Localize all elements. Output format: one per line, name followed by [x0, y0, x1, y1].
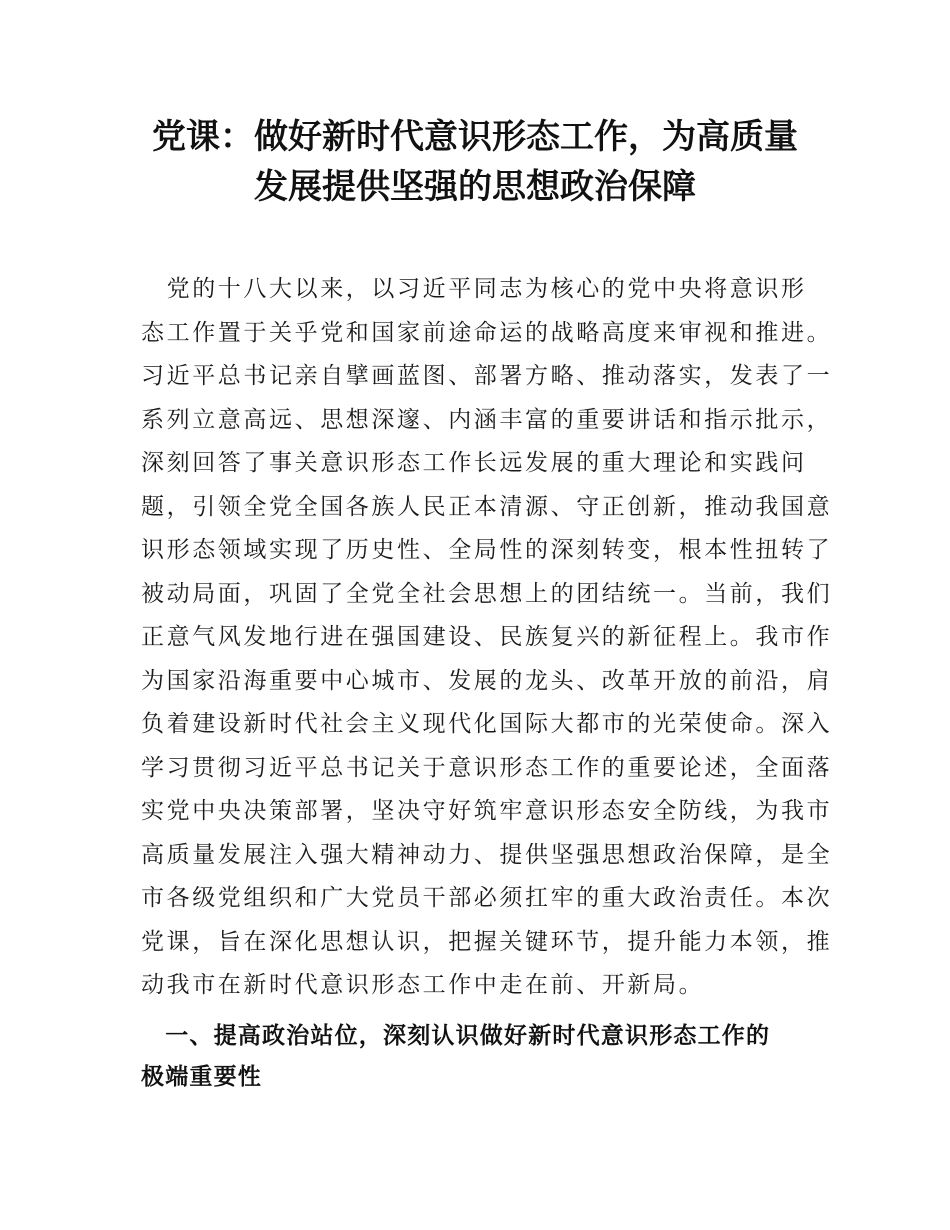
paragraph-line: 为国家沿海重要中心城市、发展的龙头、改革开放的前沿，肩: [141, 667, 833, 694]
intro-paragraph: [141, 268, 833, 1008]
section-heading-line-1: 一、提高政治站位，深刻认识做好新时代意识形态工作的: [141, 1023, 771, 1049]
paragraph-line: 党的十八大以来，以习近平同志为核心的党中央将意识形: [141, 276, 807, 302]
paragraph-line: 态工作置于关乎党和国家前途命运的战略高度来审视和推进。: [141, 319, 833, 346]
paragraph-line: 被动局面，巩固了全党全社会思想上的团结统一。当前，我们: [141, 580, 833, 607]
paragraph-line: 党课，旨在深化思想认识，把握关键环节，提升能力本领，推: [141, 928, 833, 955]
paragraph-line: 实党中央决策部署，坚决守好筑牢意识形态安全防线，为我市: [141, 798, 833, 824]
paragraph-line: 正意气风发地行进在强国建设、民族复兴的新征程上。我市作: [141, 624, 833, 650]
paragraph-line: 深刻回答了事关意识形态工作长远发展的重大理论和实践问: [141, 450, 807, 476]
paragraph-line: 题，引领全党全国各族人民正本清源、守正创新，推动我国意: [141, 493, 833, 520]
paragraph-line: 动我市在新时代意识形态工作中走在前、开新局。: [141, 972, 705, 998]
paragraph-line: 高质量发展注入强大精神动力、提供坚强思想政治保障，是全: [141, 841, 833, 868]
title-line-1: 党课：做好新时代意识形态工作，为高质量: [152, 117, 798, 157]
title-line-2: 发展提供坚强的思想政治保障: [254, 167, 696, 207]
section-heading-line-2: 极端重要性: [141, 1064, 262, 1090]
paragraph-line: 习近平总书记亲自擘画蓝图、部署方略、推动落实，发表了一: [141, 363, 833, 389]
paragraph-line: 市各级党组织和广大党员干部必须扛牢的重大政治责任。本次: [141, 885, 833, 911]
paragraph-line: 系列立意高远、思想深邃、内涵丰富的重要讲话和指示批示，: [141, 406, 833, 433]
paragraph-line: 负着建设新时代社会主义现代化国际大都市的光荣使命。深入: [141, 711, 833, 737]
section-heading: [141, 1016, 811, 1098]
document-title: [140, 112, 810, 212]
paragraph-line: 识形态领域实现了历史性、全局性的深刻转变，根本性扭转了: [141, 537, 833, 563]
paragraph-line: 学习贯彻习近平总书记关于意识形态工作的重要论述，全面落: [141, 754, 833, 781]
